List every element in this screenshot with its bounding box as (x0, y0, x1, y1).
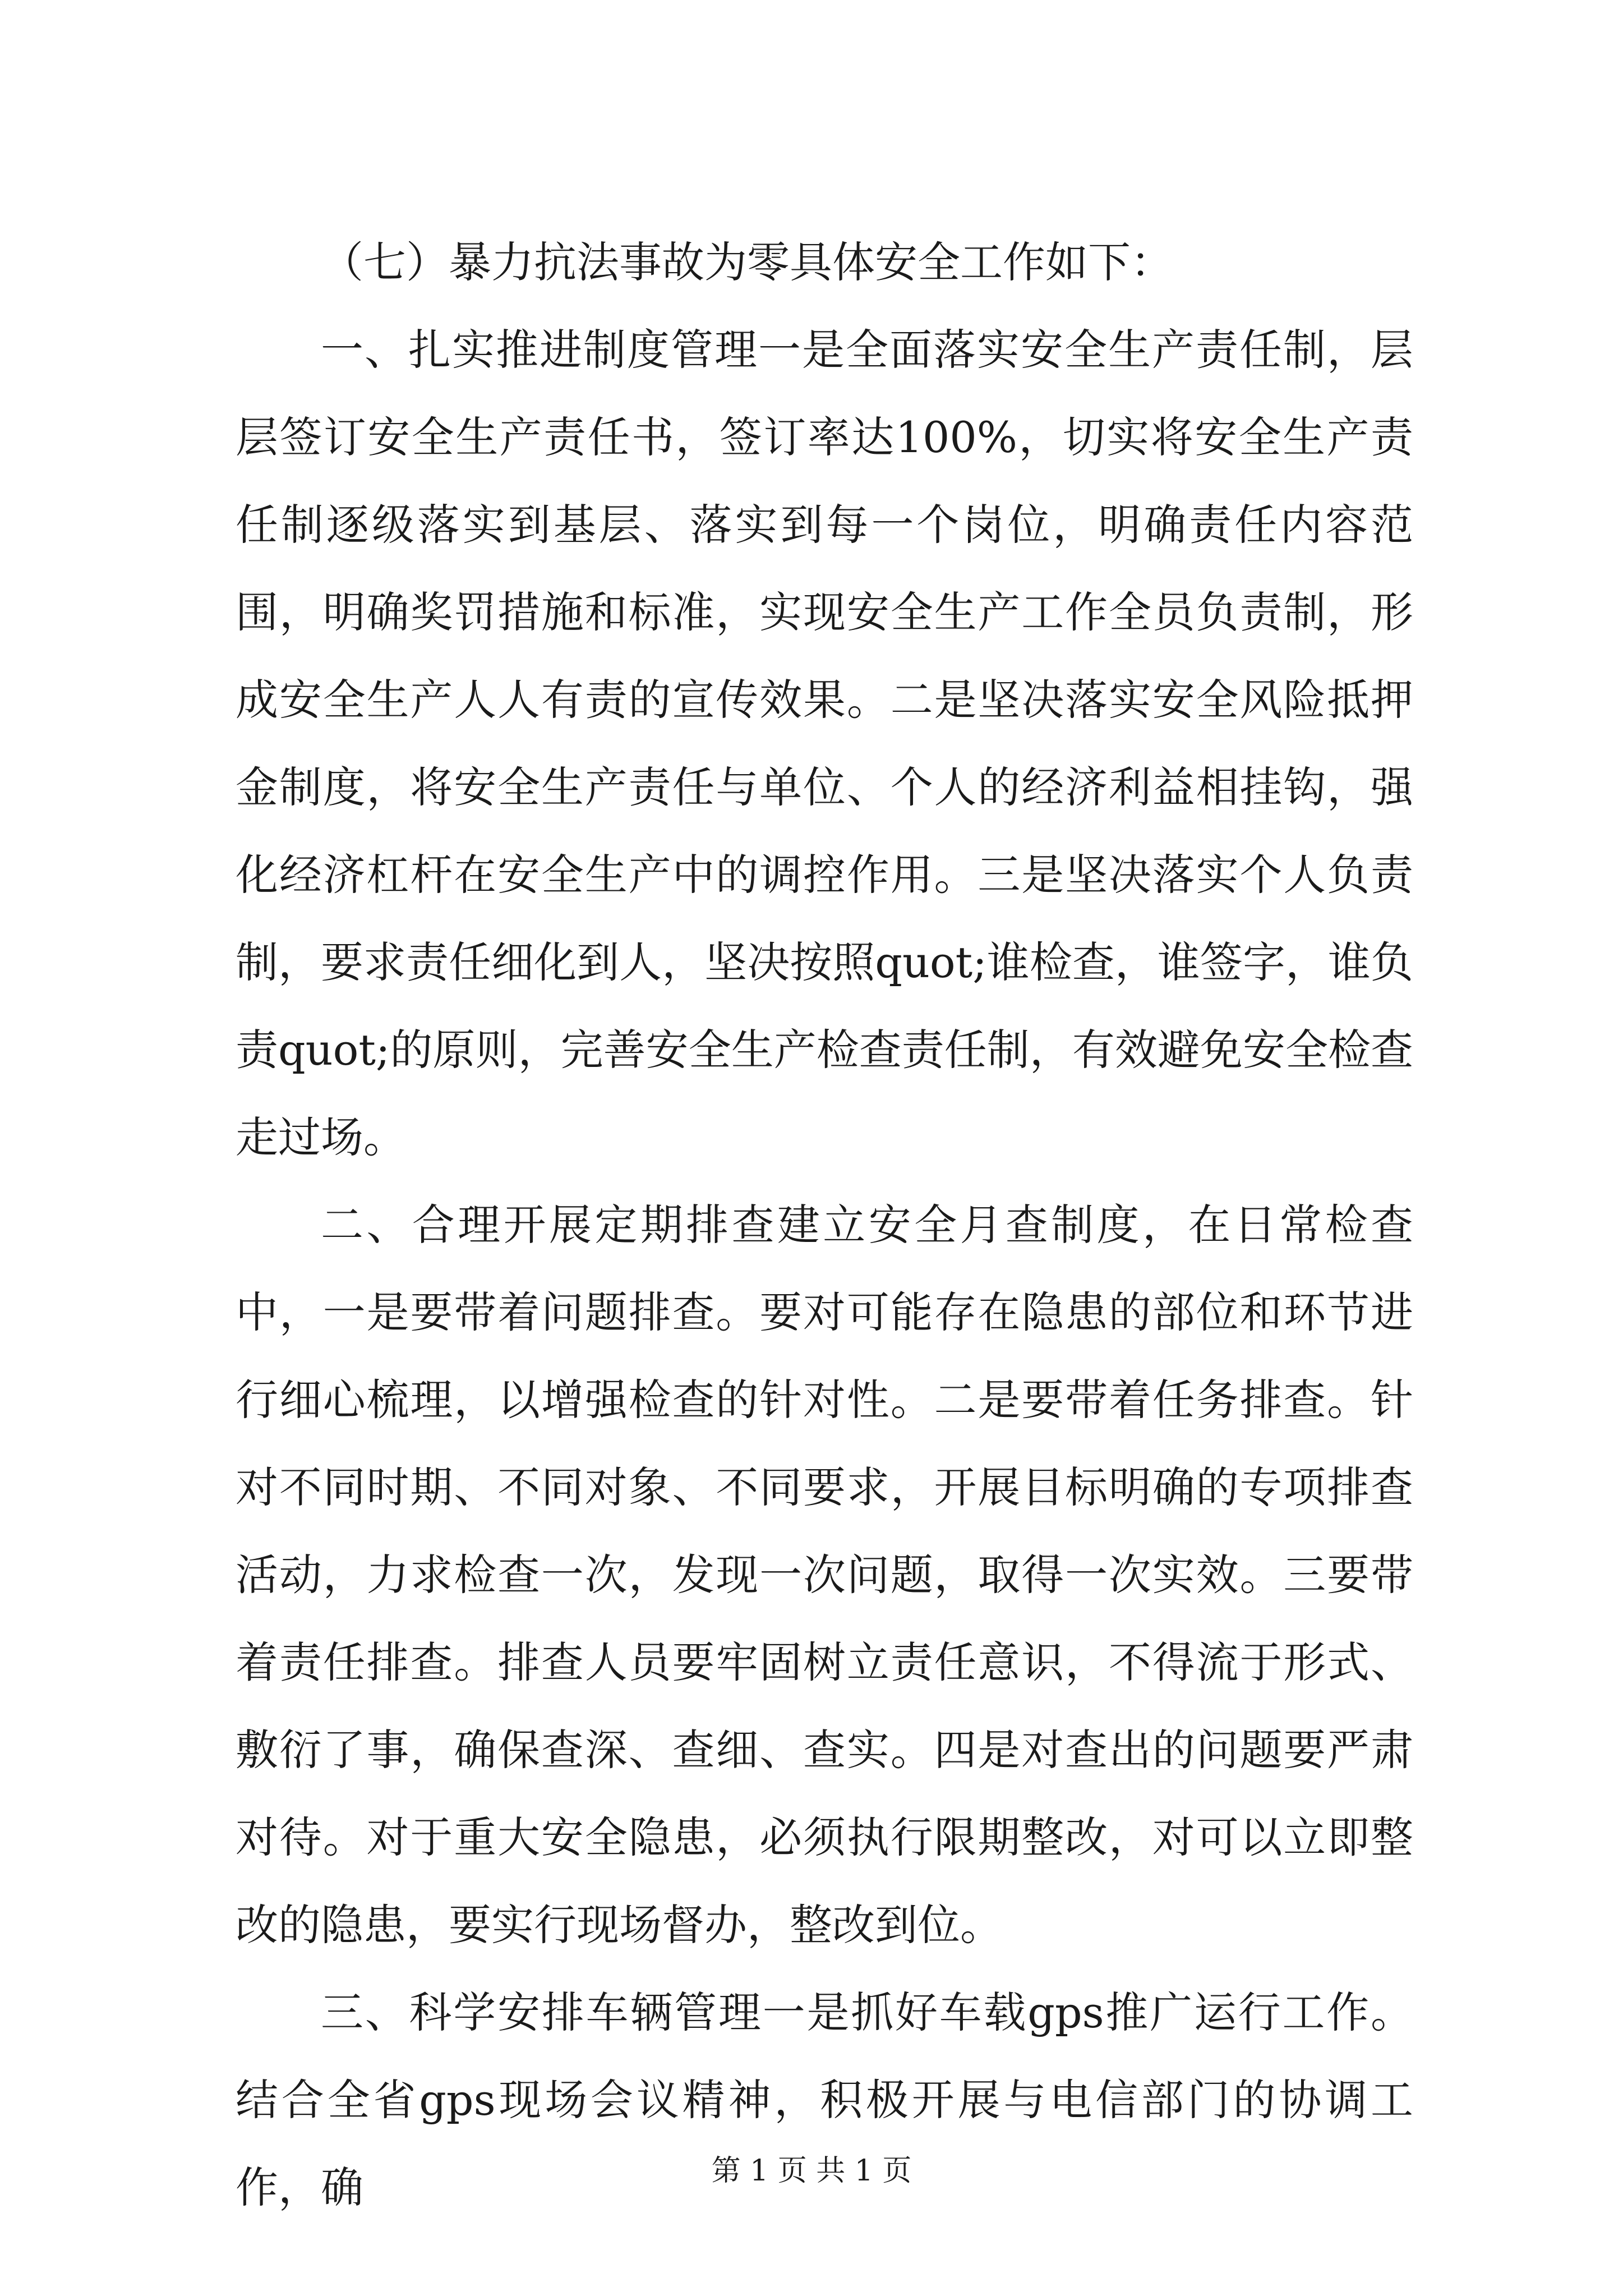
page-footer: 第 1 页 共 1 页 (711, 2154, 912, 2188)
body-paragraph-1: 一、扎实推进制度管理一是全面落实安全生产责任制，层层签订安全生产责任书，签订率达100%，切实将安全生产责任制逐级落实到基层、落实到每一个岗位，明确责任内容范围，明确奖罚措施和标准，实现安全生产工作全员负责制，形成安全生产人人有责的宣传效果。二是坚决落实安全风险抵押金制度，将安全生产责任与单位、个人的经济利益相挂钩，强化经济杠杆在安全生产中的调控作用。三是坚决落实个人负责制，要求责任细化到人，坚决按照quot;谁检查，谁签字，谁负责quot;的原则，完善安全生产检查责任制，有效避免安全检查走过场。 (236, 325, 1413, 1162)
document-body (236, 219, 1413, 2231)
body-paragraph-2: 二、合理开展定期排查建立安全月查制度，在日常检查中，一是要带着问题排查。要对可能存在隐患的部位和环节进行细心梳理，以增强检查的针对性。二是要带着任务排查。针对不同时期、不同对象、不同要求，开展目标明确的专项排查活动，力求检查一次，发现一次问题，取得一次实效。三要带着责任排查。排查人员要牢固树立责任意识，不得流于形式、敷衍了事，确保查深、查细、查实。四是对查出的问题要严肃对待。对于重大安全隐患，必须执行限期整改，对可以立即整改的隐患，要实行现场督办，整改到位。 (236, 1200, 1413, 1950)
body-paragraph-3: 三、科学安排车辆管理一是抓好车载gps推广运行工作。结合全省gps现场会议精神，积极开展与电信部门的协调工作，确 (236, 1987, 1413, 2212)
section-heading-paragraph: （七）暴力抗法事故为零具体安全工作如下： (321, 237, 1173, 287)
